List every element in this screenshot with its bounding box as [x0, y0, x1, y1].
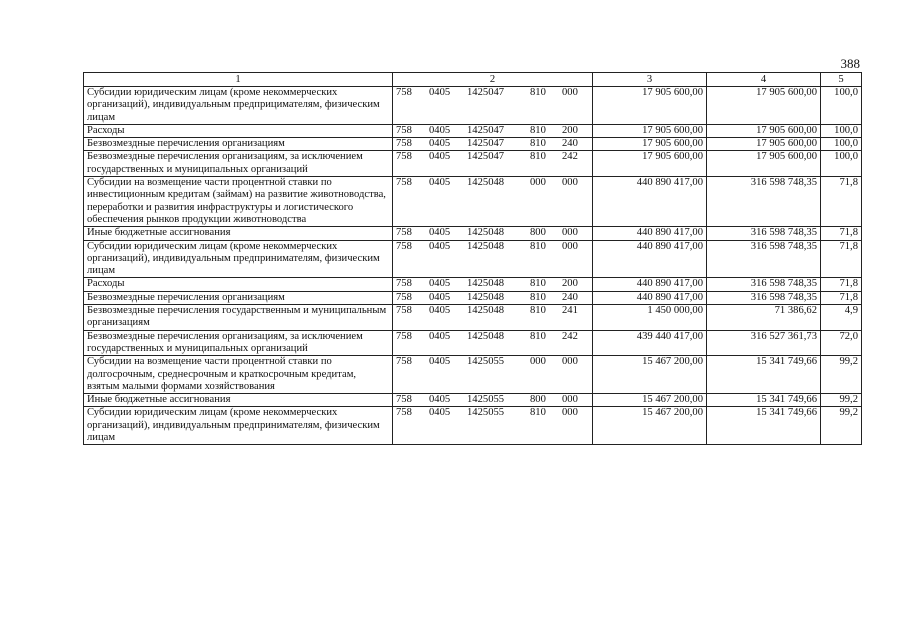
planned-amount: 15 467 200,00 [593, 407, 707, 445]
code-value: 1425047 [467, 151, 505, 163]
code-group [396, 227, 589, 239]
execution-percent: 71,8 [821, 278, 862, 291]
executed-amount: 316 598 748,35 [707, 278, 821, 291]
planned-amount: 440 890 417,00 [593, 227, 707, 240]
code-value: 810 [530, 278, 546, 290]
code-group [396, 331, 589, 343]
code-value: 810 [530, 138, 546, 150]
row-description: Субсидии юридическим лицам (кроме некоммерческих организаций), индивидуальным предприцимателям, физическим лицам [84, 87, 393, 125]
execution-percent: 4,9 [821, 305, 862, 331]
table-row [84, 356, 862, 394]
code-value: 200 [562, 124, 578, 136]
code-value: 1425048 [467, 240, 505, 252]
code-value: 0405 [429, 151, 451, 163]
executed-amount: 17 905 600,00 [707, 87, 821, 125]
table-row [84, 227, 862, 240]
code-value: 1425055 [467, 394, 505, 406]
code-value: 1425048 [467, 227, 505, 239]
planned-amount: 15 467 200,00 [593, 356, 707, 394]
code-value: 758 [396, 151, 412, 163]
code-value: 0405 [429, 291, 451, 303]
code-group [396, 125, 589, 137]
planned-amount: 1 450 000,00 [593, 305, 707, 331]
code-value: 1425048 [467, 291, 505, 303]
code-value: 0405 [429, 356, 451, 368]
code-group [396, 356, 589, 368]
executed-amount: 17 905 600,00 [707, 151, 821, 177]
code-value: 810 [530, 291, 546, 303]
executed-amount: 71 386,62 [707, 305, 821, 331]
code-group [396, 177, 589, 189]
code-value: 0405 [429, 177, 451, 189]
executed-amount: 15 341 749,66 [707, 407, 821, 445]
execution-percent: 99,2 [821, 394, 862, 407]
code-value: 240 [562, 291, 578, 303]
execution-percent: 72,0 [821, 330, 862, 356]
table-row [84, 278, 862, 291]
planned-amount: 17 905 600,00 [593, 151, 707, 177]
planned-amount: 440 890 417,00 [593, 291, 707, 304]
table-row [84, 151, 862, 177]
code-value: 800 [530, 394, 546, 406]
code-value: 000 [562, 407, 578, 419]
executed-amount: 316 598 748,35 [707, 227, 821, 240]
page-number: 388 [840, 56, 860, 71]
code-value: 810 [530, 407, 546, 419]
table-row [84, 124, 862, 137]
code-group [396, 87, 589, 99]
code-value: 000 [562, 240, 578, 252]
code-value: 800 [530, 227, 546, 239]
code-value: 1425048 [467, 177, 505, 189]
row-codes [393, 291, 593, 304]
row-description: Расходы [84, 278, 393, 291]
row-codes [393, 240, 593, 278]
planned-amount: 17 905 600,00 [593, 124, 707, 137]
code-value: 758 [396, 87, 412, 98]
row-description: Безвозмездные перечисления государственным и муниципальным организациям [84, 305, 393, 331]
column-header: 5 [821, 73, 862, 87]
row-description: Субсидии на возмещение части процентной ставки по долгосрочным, среднесрочным и краткосрочным кредитам, взятым малыми формами хозяйствования [84, 356, 393, 394]
code-value: 000 [530, 177, 546, 189]
code-value: 000 [562, 87, 578, 98]
code-value: 810 [530, 87, 546, 98]
row-codes [393, 330, 593, 356]
code-value: 0405 [429, 124, 451, 136]
code-value: 000 [562, 356, 578, 368]
execution-percent: 100,0 [821, 124, 862, 137]
row-codes [393, 305, 593, 331]
code-value: 758 [396, 356, 412, 368]
row-description: Иные бюджетные ассигнования [84, 227, 393, 240]
table-row [84, 177, 862, 227]
code-value: 758 [396, 124, 412, 136]
column-header: 1 [84, 73, 393, 87]
executed-amount: 316 598 748,35 [707, 291, 821, 304]
code-group [396, 305, 589, 317]
execution-percent: 100,0 [821, 151, 862, 177]
code-value: 810 [530, 305, 546, 317]
code-value: 1425055 [467, 407, 505, 419]
code-group [396, 292, 589, 304]
table-row [84, 87, 862, 125]
row-description: Расходы [84, 124, 393, 137]
column-header: 2 [393, 73, 593, 87]
row-codes [393, 124, 593, 137]
code-value: 810 [530, 151, 546, 163]
code-value: 758 [396, 407, 412, 419]
code-value: 1425055 [467, 356, 505, 368]
code-value: 000 [562, 227, 578, 239]
code-value: 758 [396, 240, 412, 252]
code-value: 240 [562, 138, 578, 150]
executed-amount: 15 341 749,66 [707, 356, 821, 394]
code-group [396, 241, 589, 253]
planned-amount: 440 890 417,00 [593, 240, 707, 278]
execution-percent: 100,0 [821, 138, 862, 151]
code-value: 758 [396, 305, 412, 317]
code-value: 0405 [429, 87, 451, 98]
execution-percent: 99,2 [821, 407, 862, 445]
table-row [84, 305, 862, 331]
row-description: Субсидии юридическим лицам (кроме некоммерческих организаций), индивидуальным предпринимателям, физическим лицам [84, 407, 393, 445]
code-value: 0405 [429, 330, 451, 342]
executed-amount: 316 527 361,73 [707, 330, 821, 356]
code-group [396, 407, 589, 419]
execution-percent: 71,8 [821, 227, 862, 240]
executed-amount: 316 598 748,35 [707, 240, 821, 278]
code-value: 242 [562, 151, 578, 163]
code-value: 758 [396, 394, 412, 406]
code-value: 810 [530, 124, 546, 136]
table-row [84, 240, 862, 278]
code-value: 000 [562, 177, 578, 189]
execution-percent: 71,8 [821, 291, 862, 304]
planned-amount: 15 467 200,00 [593, 394, 707, 407]
code-value: 758 [396, 291, 412, 303]
row-codes [393, 394, 593, 407]
table-row [84, 407, 862, 445]
executed-amount: 316 598 748,35 [707, 177, 821, 227]
row-codes [393, 138, 593, 151]
planned-amount: 440 890 417,00 [593, 278, 707, 291]
row-codes [393, 407, 593, 445]
executed-amount: 15 341 749,66 [707, 394, 821, 407]
code-group [396, 138, 589, 150]
planned-amount: 440 890 417,00 [593, 177, 707, 227]
code-value: 1425047 [467, 138, 505, 150]
code-value: 241 [562, 305, 578, 317]
planned-amount: 17 905 600,00 [593, 138, 707, 151]
row-description: Субсидии на возмещение части процентной ставки по инвестиционным кредитам (займам) на развитие животноводства, переработки и развития инфраструктуры и логистического обеспечения рынков продукции животноводства [84, 177, 393, 227]
code-value: 810 [530, 330, 546, 342]
code-value: 758 [396, 177, 412, 189]
code-value: 0405 [429, 240, 451, 252]
budget-table [83, 72, 862, 445]
code-value: 758 [396, 278, 412, 290]
code-value: 242 [562, 330, 578, 342]
code-value: 0405 [429, 407, 451, 419]
code-value: 1425048 [467, 278, 505, 290]
planned-amount: 439 440 417,00 [593, 330, 707, 356]
code-value: 758 [396, 330, 412, 342]
code-value: 0405 [429, 138, 451, 150]
code-value: 000 [530, 356, 546, 368]
table-row [84, 394, 862, 407]
code-group [396, 278, 589, 290]
execution-percent: 100,0 [821, 87, 862, 125]
table-row [84, 291, 862, 304]
row-description: Безвозмездные перечисления организациям, за исключением государственных и муниципальных организаций [84, 330, 393, 356]
code-group [396, 151, 589, 163]
code-value: 810 [530, 240, 546, 252]
row-description: Безвозмездные перечисления организациям, за исключением государственных и муниципальных организаций [84, 151, 393, 177]
code-value: 758 [396, 138, 412, 150]
code-value: 1425047 [467, 124, 505, 136]
execution-percent: 71,8 [821, 177, 862, 227]
code-value: 758 [396, 227, 412, 239]
row-description: Безвозмездные перечисления организациям [84, 138, 393, 151]
column-header: 3 [593, 73, 707, 87]
code-value: 1425047 [467, 87, 505, 98]
executed-amount: 17 905 600,00 [707, 124, 821, 137]
table-row [84, 138, 862, 151]
code-group [396, 394, 589, 406]
code-value: 1425048 [467, 305, 505, 317]
row-codes [393, 151, 593, 177]
table-row [84, 330, 862, 356]
code-value: 200 [562, 278, 578, 290]
table-header-row [84, 73, 862, 87]
row-description: Субсидии юридическим лицам (кроме некоммерческих организаций), индивидуальным предпринимателям, физическим лицам [84, 240, 393, 278]
row-codes [393, 177, 593, 227]
code-value: 0405 [429, 394, 451, 406]
row-description: Иные бюджетные ассигнования [84, 394, 393, 407]
code-value: 0405 [429, 305, 451, 317]
code-value: 000 [562, 394, 578, 406]
code-value: 0405 [429, 227, 451, 239]
table-body [84, 87, 862, 445]
row-codes [393, 278, 593, 291]
row-description: Безвозмездные перечисления организациям [84, 291, 393, 304]
row-codes [393, 227, 593, 240]
column-header: 4 [707, 73, 821, 87]
planned-amount: 17 905 600,00 [593, 87, 707, 125]
row-codes [393, 356, 593, 394]
execution-percent: 71,8 [821, 240, 862, 278]
code-value: 0405 [429, 278, 451, 290]
execution-percent: 99,2 [821, 356, 862, 394]
row-codes [393, 87, 593, 125]
executed-amount: 17 905 600,00 [707, 138, 821, 151]
code-value: 1425048 [467, 330, 505, 342]
